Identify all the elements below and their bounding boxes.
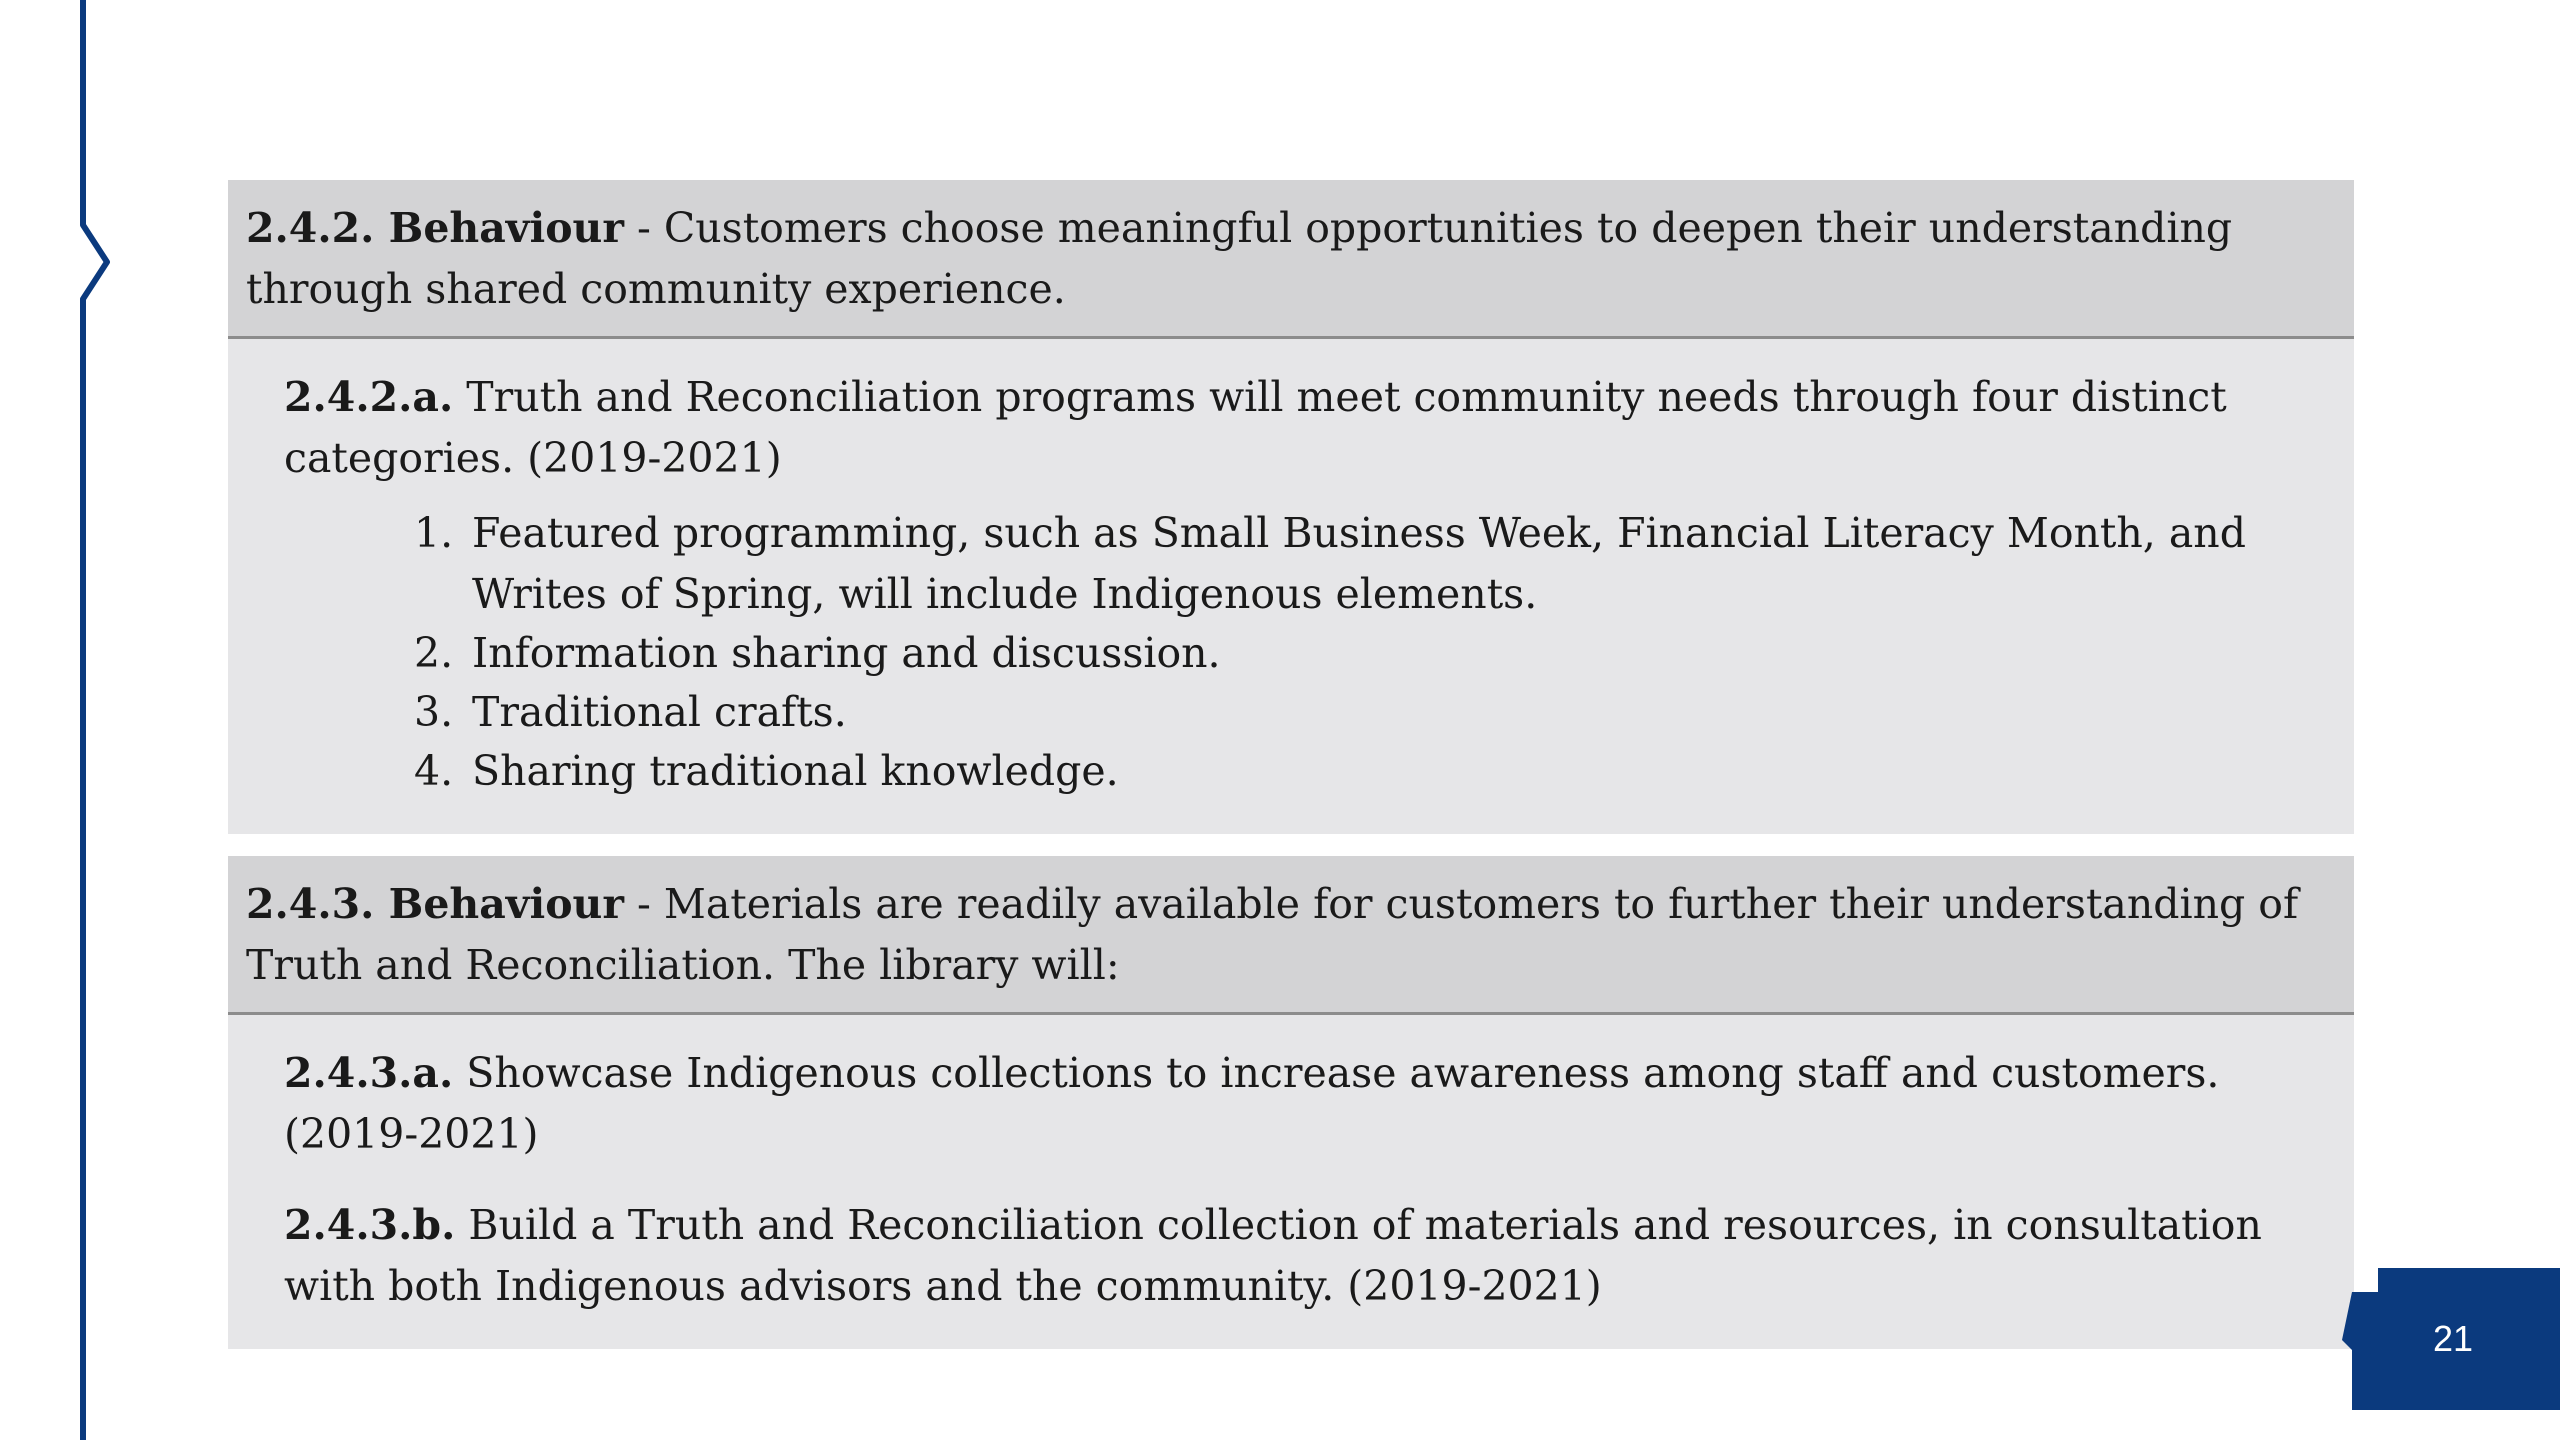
section-2-4-3 — [228, 856, 2354, 1349]
list-item-number: 3. — [414, 688, 454, 736]
section-body — [228, 339, 2354, 834]
item-2-4-3-a — [284, 1043, 2314, 1165]
list-item-number: 1. — [414, 509, 454, 557]
item-2-4-3-b — [284, 1195, 2314, 1317]
item-2-4-2-a — [284, 367, 2314, 802]
section-heading-number: 2.4.2. Behaviour — [246, 204, 624, 252]
list-item — [414, 682, 2314, 743]
section-heading-text: - Materials are readily available for customers to further their understanding of Truth and Reconciliation. The library will: — [246, 880, 2299, 989]
category-list — [284, 503, 2314, 802]
page-number: 21 — [2432, 1318, 2474, 1359]
list-item — [414, 503, 2314, 625]
section-heading — [228, 856, 2354, 1015]
list-item — [414, 623, 2314, 684]
section-heading-text: - Customers choose meaningful opportunities to deepen their understanding through shared community experience. — [246, 204, 2233, 313]
section-body — [228, 1015, 2354, 1349]
document-content — [228, 180, 2354, 1349]
section-heading — [228, 180, 2354, 339]
list-item-text: Featured programming, such as Small Business Week, Financial Literacy Month, and Writes of Spring, will include Indigenous elements. — [472, 509, 2246, 618]
section-2-4-2 — [228, 180, 2354, 834]
list-item-text: Information sharing and discussion. — [472, 629, 1221, 677]
list-item-text: Sharing traditional knowledge. — [472, 747, 1119, 795]
item-number: 2.4.3.b. — [284, 1201, 456, 1249]
item-number: 2.4.2.a. — [284, 373, 454, 421]
list-item — [414, 741, 2314, 802]
item-number: 2.4.3.a. — [284, 1049, 454, 1097]
item-text: Truth and Reconciliation programs will meet community needs through four distinct categories. (2019-2021) — [284, 373, 2227, 482]
item-text: Showcase Indigenous collections to increase awareness among staff and customers. (2019-2021) — [284, 1049, 2220, 1158]
list-item-text: Traditional crafts. — [472, 688, 847, 736]
list-item-number: 4. — [414, 747, 454, 795]
left-accent-rule — [0, 0, 130, 1440]
section-heading-number: 2.4.3. Behaviour — [246, 880, 624, 928]
list-item-number: 2. — [414, 629, 454, 677]
item-text: Build a Truth and Reconciliation collection of materials and resources, in consultation with both Indigenous advisors and the community. (2019-2021) — [284, 1201, 2262, 1310]
